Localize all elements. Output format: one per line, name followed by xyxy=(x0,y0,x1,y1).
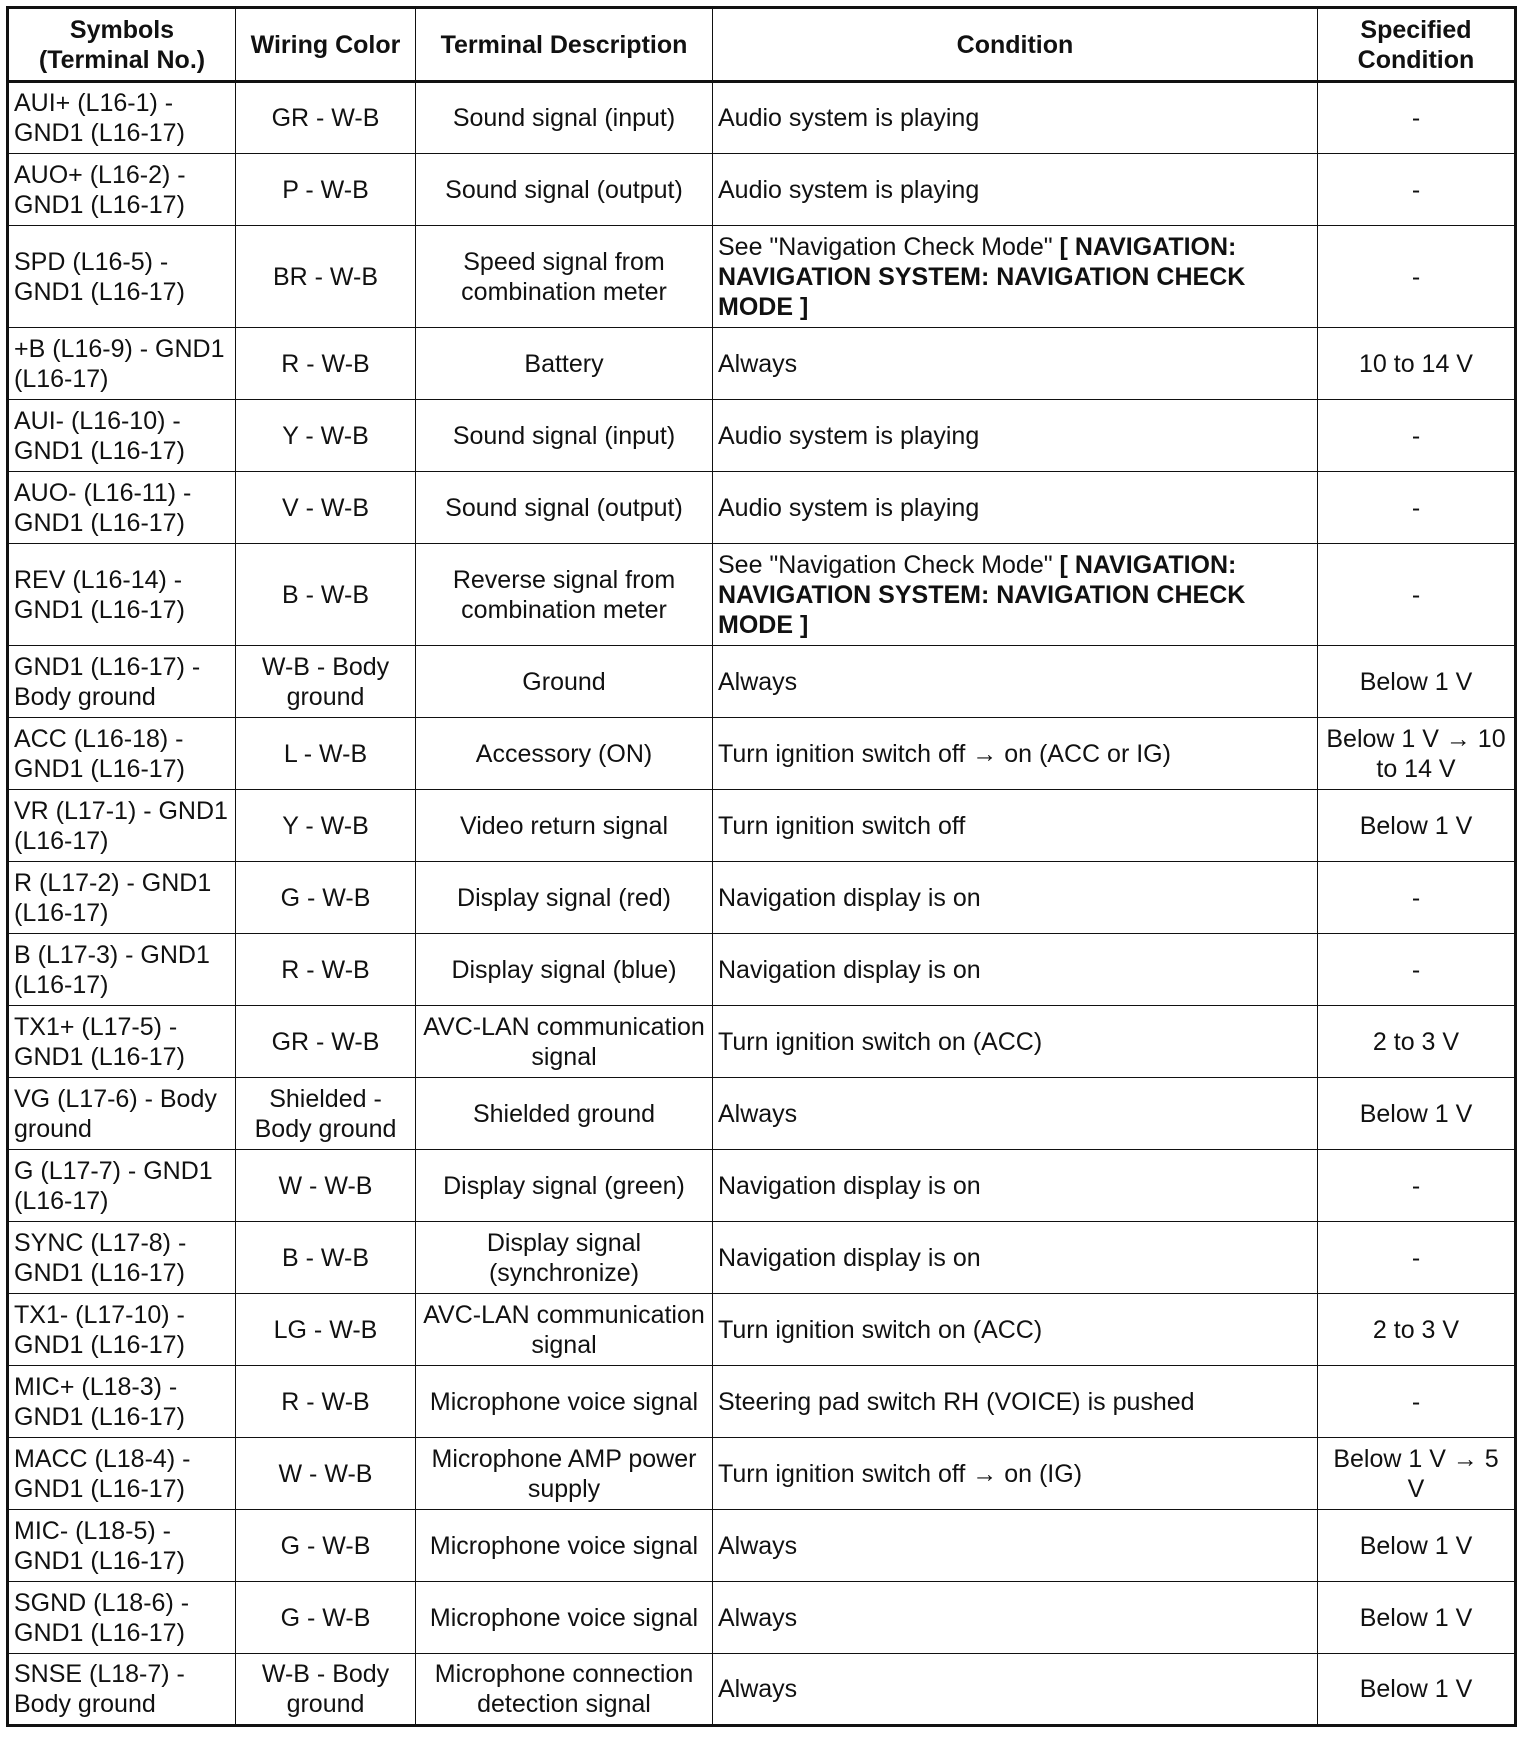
cell-terminal-description: Sound signal (output) xyxy=(416,154,713,226)
cell-terminal-description: Microphone voice signal xyxy=(416,1510,713,1582)
cell-symbol: MIC- (L18-5) - GND1 (L16-17) xyxy=(8,1510,236,1582)
cell-condition xyxy=(713,1582,1318,1654)
cell-condition xyxy=(713,862,1318,934)
cell-terminal-description: Sound signal (input) xyxy=(416,400,713,472)
cell-specified-condition: 2 to 3 V xyxy=(1318,1006,1516,1078)
condition-text: Steering pad switch RH (VOICE) is pushed xyxy=(718,1387,1195,1416)
cell-wiring-color: B - W-B xyxy=(236,544,416,646)
cell-specified-condition: - xyxy=(1318,862,1516,934)
terminal-spec-sheet xyxy=(6,6,1517,1727)
cell-symbol: B (L17-3) - GND1 (L16-17) xyxy=(8,934,236,1006)
cell-terminal-description: Sound signal (output) xyxy=(416,472,713,544)
cell-condition xyxy=(713,1366,1318,1438)
cell-specified-condition: Below 1 V → 10 to 14 V xyxy=(1318,718,1516,790)
cell-symbol: MACC (L18-4) - GND1 (L16-17) xyxy=(8,1438,236,1510)
table-header xyxy=(8,8,1516,82)
cell-condition xyxy=(713,790,1318,862)
condition-text: Turn ignition switch on (ACC) xyxy=(718,1027,1043,1056)
condition-text: Always xyxy=(718,349,798,378)
cell-condition xyxy=(713,1438,1318,1510)
cell-specified-condition: - xyxy=(1318,934,1516,1006)
header-symbols: Symbols (Terminal No.) xyxy=(8,8,236,82)
cell-wiring-color: L - W-B xyxy=(236,718,416,790)
table-row xyxy=(8,82,1516,154)
cell-condition xyxy=(713,718,1318,790)
table-row xyxy=(8,1582,1516,1654)
table-row xyxy=(8,1294,1516,1366)
cell-wiring-color: R - W-B xyxy=(236,328,416,400)
cell-symbol: SYNC (L17-8) - GND1 (L16-17) xyxy=(8,1222,236,1294)
cell-terminal-description: Microphone voice signal xyxy=(416,1582,713,1654)
table-row xyxy=(8,1366,1516,1438)
cell-terminal-description: Microphone AMP power supply xyxy=(416,1438,713,1510)
cell-terminal-description: Display signal (blue) xyxy=(416,934,713,1006)
cell-specified-condition: - xyxy=(1318,544,1516,646)
cell-wiring-color: G - W-B xyxy=(236,1510,416,1582)
cell-specified-condition: Below 1 V xyxy=(1318,1078,1516,1150)
cell-symbol: SPD (L16-5) - GND1 (L16-17) xyxy=(8,226,236,328)
cell-condition xyxy=(713,1078,1318,1150)
cell-wiring-color: G - W-B xyxy=(236,1582,416,1654)
condition-text: Turn ignition switch off xyxy=(718,811,966,840)
cell-symbol: SNSE (L18-7) - Body ground xyxy=(8,1654,236,1726)
cell-wiring-color: V - W-B xyxy=(236,472,416,544)
condition-text: See "Navigation Check Mode" xyxy=(718,232,1060,261)
table-row xyxy=(8,544,1516,646)
cell-symbol: ACC (L16-18) - GND1 (L16-17) xyxy=(8,718,236,790)
cell-symbol: VR (L17-1) - GND1 (L16-17) xyxy=(8,790,236,862)
table-row xyxy=(8,862,1516,934)
table-row xyxy=(8,1150,1516,1222)
condition-text: Always xyxy=(718,1603,798,1632)
condition-text: Always xyxy=(718,667,798,696)
condition-text: Always xyxy=(718,1675,798,1703)
cell-symbol: TX1+ (L17-5) - GND1 (L16-17) xyxy=(8,1006,236,1078)
cell-terminal-description: Microphone connection detection signal xyxy=(416,1654,713,1726)
cell-condition xyxy=(713,472,1318,544)
cell-wiring-color: Y - W-B xyxy=(236,790,416,862)
cell-wiring-color: GR - W-B xyxy=(236,82,416,154)
cell-wiring-color: R - W-B xyxy=(236,934,416,1006)
cell-condition xyxy=(713,226,1318,328)
table-row xyxy=(8,1654,1516,1726)
condition-text: Audio system is playing xyxy=(718,493,980,522)
cell-symbol: AUI- (L16-10) - GND1 (L16-17) xyxy=(8,400,236,472)
cell-wiring-color: W - W-B xyxy=(236,1438,416,1510)
cell-specified-condition: - xyxy=(1318,82,1516,154)
cell-symbol: R (L17-2) - GND1 (L16-17) xyxy=(8,862,236,934)
cell-specified-condition: - xyxy=(1318,154,1516,226)
cell-symbol: REV (L16-14) - GND1 (L16-17) xyxy=(8,544,236,646)
table-row xyxy=(8,1078,1516,1150)
cell-wiring-color: G - W-B xyxy=(236,862,416,934)
cell-specified-condition: Below 1 V → 5 V xyxy=(1318,1438,1516,1510)
cell-wiring-color: Shielded - Body ground xyxy=(236,1078,416,1150)
condition-text: Audio system is playing xyxy=(718,421,980,450)
cell-symbol: SGND (L18-6) - GND1 (L16-17) xyxy=(8,1582,236,1654)
condition-text: Turn ignition switch off → on (ACC or IG) xyxy=(718,739,1171,768)
condition-text: Navigation display is on xyxy=(718,883,981,912)
condition-text: Audio system is playing xyxy=(718,104,980,132)
cell-symbol: +B (L16-9) - GND1 (L16-17) xyxy=(8,328,236,400)
header-wiring-color: Wiring Color xyxy=(236,8,416,82)
cell-wiring-color: W-B - Body ground xyxy=(236,646,416,718)
cell-condition xyxy=(713,1150,1318,1222)
cell-wiring-color: LG - W-B xyxy=(236,1294,416,1366)
cell-specified-condition: Below 1 V xyxy=(1318,1510,1516,1582)
condition-reference-link[interactable]: [ NAVIGATION: NAVIGATION SYSTEM: NAVIGATION CHECK MODE ] xyxy=(718,550,1246,639)
condition-text: Audio system is playing xyxy=(718,175,980,204)
cell-terminal-description: Accessory (ON) xyxy=(416,718,713,790)
table-body xyxy=(8,82,1516,1726)
cell-terminal-description: Shielded ground xyxy=(416,1078,713,1150)
header-specified-condition: Specified Condition xyxy=(1318,8,1516,82)
table-row xyxy=(8,718,1516,790)
cell-terminal-description: Speed signal from combination meter xyxy=(416,226,713,328)
cell-specified-condition: - xyxy=(1318,226,1516,328)
cell-condition xyxy=(713,1510,1318,1582)
cell-symbol: AUO- (L16-11) - GND1 (L16-17) xyxy=(8,472,236,544)
cell-terminal-description: AVC-LAN communication signal xyxy=(416,1006,713,1078)
table-row xyxy=(8,154,1516,226)
cell-wiring-color: P - W-B xyxy=(236,154,416,226)
cell-specified-condition: Below 1 V xyxy=(1318,790,1516,862)
cell-specified-condition: - xyxy=(1318,1222,1516,1294)
cell-wiring-color: B - W-B xyxy=(236,1222,416,1294)
cell-terminal-description: Video return signal xyxy=(416,790,713,862)
cell-condition xyxy=(713,82,1318,154)
cell-specified-condition: - xyxy=(1318,472,1516,544)
cell-condition xyxy=(713,1654,1318,1726)
cell-specified-condition: Below 1 V xyxy=(1318,1654,1516,1726)
cell-specified-condition: - xyxy=(1318,400,1516,472)
cell-wiring-color: GR - W-B xyxy=(236,1006,416,1078)
cell-condition xyxy=(713,154,1318,226)
cell-symbol: VG (L17-6) - Body ground xyxy=(8,1078,236,1150)
cell-symbol: AUO+ (L16-2) - GND1 (L16-17) xyxy=(8,154,236,226)
cell-specified-condition: - xyxy=(1318,1150,1516,1222)
condition-reference-link[interactable]: [ NAVIGATION: NAVIGATION SYSTEM: NAVIGATION CHECK MODE ] xyxy=(718,232,1246,321)
header-terminal-description: Terminal Description xyxy=(416,8,713,82)
header-condition: Condition xyxy=(713,8,1318,82)
cell-symbol: TX1- (L17-10) - GND1 (L16-17) xyxy=(8,1294,236,1366)
table-row xyxy=(8,472,1516,544)
condition-text: Turn ignition switch on (ACC) xyxy=(718,1315,1043,1344)
condition-text: Always xyxy=(718,1099,798,1128)
cell-wiring-color: W-B - Body ground xyxy=(236,1654,416,1726)
condition-text: Navigation display is on xyxy=(718,1171,981,1200)
cell-terminal-description: Sound signal (input) xyxy=(416,82,713,154)
cell-terminal-description: Display signal (green) xyxy=(416,1150,713,1222)
cell-wiring-color: R - W-B xyxy=(236,1366,416,1438)
cell-condition xyxy=(713,328,1318,400)
table-row xyxy=(8,226,1516,328)
table-row xyxy=(8,790,1516,862)
cell-condition xyxy=(713,1294,1318,1366)
cell-terminal-description: Microphone voice signal xyxy=(416,1366,713,1438)
cell-symbol: MIC+ (L18-3) - GND1 (L16-17) xyxy=(8,1366,236,1438)
cell-terminal-description: Battery xyxy=(416,328,713,400)
condition-text: Navigation display is on xyxy=(718,955,981,984)
table-row xyxy=(8,328,1516,400)
cell-specified-condition: 10 to 14 V xyxy=(1318,328,1516,400)
cell-wiring-color: Y - W-B xyxy=(236,400,416,472)
cell-symbol: GND1 (L16-17) - Body ground xyxy=(8,646,236,718)
condition-text: Navigation display is on xyxy=(718,1243,981,1272)
table-row xyxy=(8,1006,1516,1078)
condition-text: See "Navigation Check Mode" xyxy=(718,550,1060,579)
terminal-spec-table xyxy=(6,6,1517,1727)
cell-wiring-color: BR - W-B xyxy=(236,226,416,328)
table-row xyxy=(8,646,1516,718)
condition-text: Turn ignition switch off → on (IG) xyxy=(718,1459,1083,1488)
cell-symbol: G (L17-7) - GND1 (L16-17) xyxy=(8,1150,236,1222)
cell-condition xyxy=(713,1006,1318,1078)
cell-condition xyxy=(713,400,1318,472)
cell-terminal-description: AVC-LAN communication signal xyxy=(416,1294,713,1366)
cell-condition xyxy=(713,646,1318,718)
table-row xyxy=(8,1510,1516,1582)
cell-wiring-color: W - W-B xyxy=(236,1150,416,1222)
table-row xyxy=(8,400,1516,472)
cell-terminal-description: Display signal (synchronize) xyxy=(416,1222,713,1294)
cell-terminal-description: Reverse signal from combination meter xyxy=(416,544,713,646)
table-row xyxy=(8,934,1516,1006)
cell-symbol: AUI+ (L16-1) - GND1 (L16-17) xyxy=(8,82,236,154)
cell-specified-condition: - xyxy=(1318,1366,1516,1438)
cell-terminal-description: Ground xyxy=(416,646,713,718)
cell-specified-condition: Below 1 V xyxy=(1318,1582,1516,1654)
cell-specified-condition: 2 to 3 V xyxy=(1318,1294,1516,1366)
cell-specified-condition: Below 1 V xyxy=(1318,646,1516,718)
cell-condition xyxy=(713,544,1318,646)
table-row xyxy=(8,1222,1516,1294)
cell-terminal-description: Display signal (red) xyxy=(416,862,713,934)
condition-text: Always xyxy=(718,1531,798,1560)
cell-condition xyxy=(713,934,1318,1006)
cell-condition xyxy=(713,1222,1318,1294)
table-row xyxy=(8,1438,1516,1510)
